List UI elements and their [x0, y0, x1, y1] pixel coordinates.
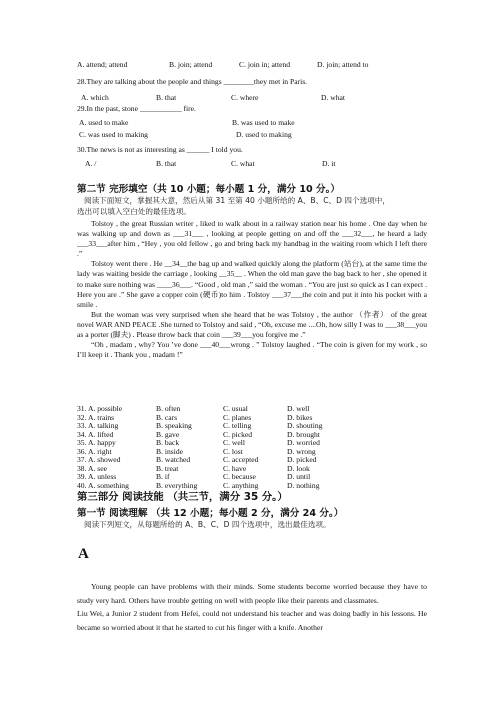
q29-option-b: B. was used to make: [232, 118, 295, 127]
passage-a-text: [77, 580, 427, 634]
q28-option-b: B. that: [156, 93, 177, 102]
cloze-paragraph-2: Tolstoy went there . He __34__the bag up and walked quickly along the platform (站台), at the same time the lady was waiting beside the carriage , looking __35__ . When the old man gave the bag back to her , she opened it to make sure nothing was ____36___. “Good , old man ,” said the woman . “You are just so quick as I can expect . Here you are .” She gave a copper coin (硬币)to him . Tolstoy ___37___the coin and put it into his pocket with a smile .: [77, 259, 427, 309]
part3-title: 第三部分 阅读技能 （共三节，满分 35 分。）: [77, 491, 288, 503]
cloze-option-c: C. accepted: [223, 455, 259, 464]
cloze-option-a: 32. A. trains: [77, 412, 115, 422]
cloze-option-b: B. if: [156, 472, 170, 481]
cloze-option-d: D. bikes: [287, 412, 313, 422]
cloze-paragraph-3: But the woman was very surprised when she heard that he was Tolstoy , the author （作者） of the great novel WAR AND PEACE .She turned to Tolstoy and said , “Oh, excuse me ....Oh, how silly I was to ___38___you as a porter (脚夫) . Please throw back that coin ___39___you forgive me .”: [77, 309, 427, 340]
cloze-option-c: C. usual: [223, 404, 248, 413]
cloze-option-c: C. picked: [223, 429, 253, 439]
cloze-option-a: 34. A. lifted: [77, 429, 114, 439]
cloze-option-c: C. telling: [223, 421, 252, 430]
section2-note-line1: 阅读下面短文，掌握其大意，然后从第 31 至第 40 小题所给的 A、B、C、D 四个选项中，: [84, 196, 390, 205]
cloze-option-a: 36. A. right: [77, 446, 112, 456]
q29-option-d: D. used to making: [236, 130, 292, 139]
cloze-option-d: D. picked: [287, 455, 317, 464]
cloze-option-b: B. watched: [156, 455, 191, 464]
cloze-option-b: B. everything: [156, 480, 198, 490]
q30-option-c: C. what: [231, 159, 255, 168]
cloze-option-c: C. anything: [223, 480, 259, 490]
q30-option-a: A. /: [85, 159, 97, 168]
cloze-paragraph-1: Tolstoy , the great Russian writer , liked to walk about in a railway station near his home . One day when he was walking up and down as ___31___ , looking at people getting on and off the ___32___, he heard a lady ___33___after him , “Hey , you old fellow , go and bring back my handbag in the waiting room which I left there .”: [77, 219, 427, 259]
cloze-option-a: 31. A. possible: [77, 404, 123, 413]
cloze-option-d: D. worried: [287, 438, 320, 447]
cloze-option-c: C. planes: [223, 412, 252, 422]
cloze-option-d: D. shouting: [287, 421, 323, 430]
cloze-option-c: C. have: [223, 463, 247, 473]
cloze-option-d: D. well: [287, 404, 310, 413]
cloze-option-a: 33. A. talking: [77, 421, 119, 430]
cloze-option-d: D. look: [287, 463, 310, 473]
cloze-option-b: B. inside: [156, 446, 184, 456]
cloze-option-c: C. lost: [223, 446, 243, 456]
q28-option-a: A. which: [81, 93, 109, 102]
cloze-option-b: B. treat: [156, 463, 179, 473]
q30-option-d: D. it: [322, 159, 336, 168]
q29-option-a: A. used to make: [79, 118, 129, 127]
q27-option-d: D. join; attend to: [317, 60, 369, 69]
passage-a-paragraph-1: Young people can have problems with their minds. Some students become worried because they have to study very hard. Others have trouble getting on well with people like their parents and classmates.: [77, 582, 427, 605]
cloze-paragraph-4: “Oh , madam , why? You ’ve done ___40___wrong . ” Tolstoy laughed . “The coin is given for my work , so I’ll keep it . Thank you , madam !”: [77, 340, 427, 360]
q28-stem: 28.They are talking about the people and things ________they met in Paris.: [77, 77, 308, 86]
cloze-option-d: D. wrong: [287, 446, 316, 456]
cloze-option-a: 37. A. showed: [77, 455, 121, 464]
q28-option-c: C. where: [231, 93, 259, 102]
cloze-option-b: B. back: [156, 438, 180, 447]
part3-note: 阅读下列短文，从每题所给的 A、B、C、D 四个选项中，选出最佳选项。: [84, 520, 331, 529]
cloze-passage: [77, 219, 427, 360]
q29-stem: 29.In the past, stone ___________ fire.: [77, 104, 196, 113]
q30-option-b: B. that: [156, 159, 177, 168]
cloze-option-a: 40. A. something: [77, 480, 129, 490]
cloze-option-a: 35. A. happy: [77, 438, 116, 447]
q30-stem: 30.The news is not as interesting as ______ I told you.: [77, 145, 243, 154]
passage-a-paragraph-2: Liu Wei, a Junior 2 student from Hefei, could not understand his teacher and was doing badly in his lessons. He became so worried about it that he started to cut his finger with a knife. Another: [77, 609, 427, 632]
cloze-option-d: D. until: [287, 472, 311, 481]
section2-title: 第二节 完形填空（共 10 小题；每小题 1 分，满分 10 分。）: [77, 184, 341, 195]
cloze-option-d: D. brought: [287, 429, 320, 439]
cloze-option-d: D. nothing: [287, 480, 320, 490]
cloze-option-b: B. cars: [156, 412, 178, 422]
section2-note-line2: 选出可以填入空白处的最佳选项。: [77, 207, 191, 216]
q28-option-d: D. what: [321, 93, 346, 102]
cloze-option-c: C. because: [223, 472, 256, 481]
cloze-option-b: B. often: [156, 404, 181, 413]
q27-option-b: B. join; attend: [169, 60, 213, 69]
q27-option-a: A. attend; attend: [77, 60, 128, 69]
cloze-option-a: 38. A. see: [77, 463, 107, 473]
passage-a-letter: A: [78, 546, 89, 562]
cloze-option-b: B. speaking: [156, 421, 192, 430]
q27-option-c: C. join in; attend: [239, 60, 291, 69]
q29-option-c: C. was used to making: [79, 130, 148, 139]
cloze-option-c: C. well: [223, 438, 245, 447]
cloze-option-a: 39. A. unless: [77, 472, 117, 481]
cloze-option-b: B. gave: [156, 429, 180, 439]
part3-subtitle: 第一节 阅读理解 （共 12 小题；每小题 2 分，满分 24 分。）: [77, 508, 344, 519]
